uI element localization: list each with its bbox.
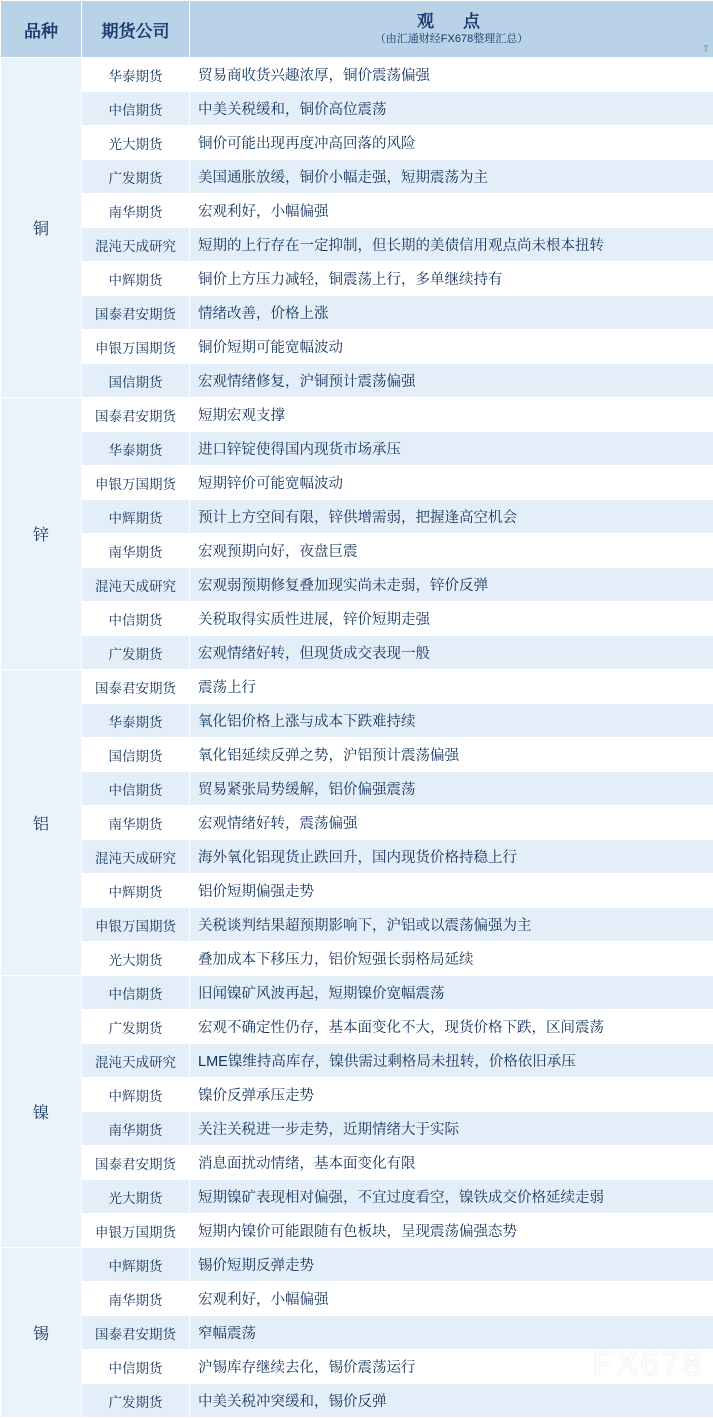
company-cell: 华泰期货 <box>82 704 190 738</box>
view-cell: 宏观预期向好，夜盘巨震 <box>190 534 713 568</box>
view-cell: 短期镍矿表现相对偏强，不宜过度看空，镍铁成交价格延续走弱 <box>190 1180 713 1214</box>
table-row <box>1 330 713 364</box>
company-cell: 申银万国期货 <box>82 1214 190 1248</box>
company-cell: 混沌天成研究 <box>82 840 190 874</box>
company-cell: 华泰期货 <box>82 432 190 466</box>
company-cell: 中辉期货 <box>82 262 190 296</box>
view-cell: 震荡上行 <box>190 670 713 704</box>
table-row <box>1 806 713 840</box>
company-cell: 申银万国期货 <box>82 330 190 364</box>
company-cell: 混沌天成研究 <box>82 228 190 262</box>
company-cell: 中辉期货 <box>82 1078 190 1112</box>
table-row <box>1 602 713 636</box>
view-cell: 短期内镍价可能跟随有色板块，呈现震荡偏强态势 <box>190 1214 713 1248</box>
view-cell: 贸易商收货兴趣浓厚，铜价震荡偏强 <box>190 58 713 92</box>
company-cell: 南华期货 <box>82 1282 190 1316</box>
table-row <box>1 1248 713 1282</box>
company-cell: 混沌天成研究 <box>82 1044 190 1078</box>
company-cell: 光大期货 <box>82 1180 190 1214</box>
view-cell: 短期宏观支撑 <box>190 398 713 432</box>
company-cell: 广发期货 <box>82 636 190 670</box>
header-view-subtitle: （由汇通财经FX678整理汇总） <box>192 33 711 46</box>
table-row <box>1 466 713 500</box>
view-cell: 关税谈判结果超预期影响下，沪铝或以震荡偏强为主 <box>190 908 713 942</box>
company-cell: 国泰君安期货 <box>82 398 190 432</box>
corner-icon: T <box>701 44 711 54</box>
table-row <box>1 126 713 160</box>
company-cell: 华泰期货 <box>82 58 190 92</box>
company-cell: 国信期货 <box>82 738 190 772</box>
table-row <box>1 1044 713 1078</box>
company-cell: 中信期货 <box>82 772 190 806</box>
company-cell: 光大期货 <box>82 942 190 976</box>
table-row <box>1 1282 713 1316</box>
company-cell: 国泰君安期货 <box>82 1146 190 1180</box>
table-row <box>1 1350 713 1384</box>
table-header <box>1 1 713 58</box>
table-row <box>1 976 713 1010</box>
table-row <box>1 704 713 738</box>
table-body <box>1 58 713 1418</box>
view-cell: 氧化铝价格上涨与成本下跌难持续 <box>190 704 713 738</box>
company-cell: 国泰君安期货 <box>82 296 190 330</box>
header-view-title: 观 点 <box>192 12 711 32</box>
company-cell: 中辉期货 <box>82 1248 190 1282</box>
table-row <box>1 364 713 398</box>
view-cell: 窄幅震荡 <box>190 1316 713 1350</box>
view-cell: 氧化铝延续反弹之势，沪铝预计震荡偏强 <box>190 738 713 772</box>
view-cell: 沪锡库存继续去化，锡价震荡运行 <box>190 1350 713 1384</box>
table-row <box>1 1214 713 1248</box>
view-cell: 短期的上行存在一定抑制，但长期的美债信用观点尚未根本扭转 <box>190 228 713 262</box>
table-row <box>1 228 713 262</box>
company-cell: 中信期货 <box>82 976 190 1010</box>
company-cell: 混沌天成研究 <box>82 568 190 602</box>
view-cell: 关注关税进一步走势，近期情绪大于实际 <box>190 1112 713 1146</box>
company-cell: 国信期货 <box>82 364 190 398</box>
table-row <box>1 568 713 602</box>
view-cell: 宏观利好，小幅偏强 <box>190 194 713 228</box>
variety-cell: 铜 <box>1 58 82 398</box>
table-row <box>1 1112 713 1146</box>
table-row <box>1 772 713 806</box>
company-cell: 国泰君安期货 <box>82 670 190 704</box>
company-cell: 中辉期货 <box>82 500 190 534</box>
view-cell: 贸易紧张局势缓解，铝价偏强震荡 <box>190 772 713 806</box>
view-cell: 叠加成本下移压力，铝价短强长弱格局延续 <box>190 942 713 976</box>
company-cell: 中信期货 <box>82 1350 190 1384</box>
table-row <box>1 92 713 126</box>
company-cell: 申银万国期货 <box>82 466 190 500</box>
view-cell: 宏观情绪修复，沪铜预计震荡偏强 <box>190 364 713 398</box>
variety-cell: 锡 <box>1 1248 82 1418</box>
view-cell: 中美关税缓和，铜价高位震荡 <box>190 92 713 126</box>
table-row <box>1 1146 713 1180</box>
view-cell: 铝价短期偏强走势 <box>190 874 713 908</box>
table-row <box>1 398 713 432</box>
company-cell: 广发期货 <box>82 160 190 194</box>
header-view <box>190 1 713 58</box>
header-variety: 品种 <box>1 1 82 58</box>
view-cell: 宏观情绪好转，但现货成交表现一般 <box>190 636 713 670</box>
view-cell: 宏观利好，小幅偏强 <box>190 1282 713 1316</box>
view-cell: 美国通胀放缓，铜价小幅走强，短期震荡为主 <box>190 160 713 194</box>
view-cell: 情绪改善，价格上涨 <box>190 296 713 330</box>
view-cell: 宏观不确定性仍存，基本面变化不大，现货价格下跌，区间震荡 <box>190 1010 713 1044</box>
table-row <box>1 1180 713 1214</box>
table-row <box>1 840 713 874</box>
table-row <box>1 908 713 942</box>
header-company: 期货公司 <box>82 1 190 58</box>
view-cell: 中美关税冲突缓和，锡价反弹 <box>190 1384 713 1418</box>
company-cell: 中辉期货 <box>82 874 190 908</box>
table-row <box>1 160 713 194</box>
table-row <box>1 670 713 704</box>
table-row <box>1 534 713 568</box>
view-cell: LME镍维持高库存，镍供需过剩格局未扭转，价格依旧承压 <box>190 1044 713 1078</box>
company-cell: 申银万国期货 <box>82 908 190 942</box>
table-row <box>1 58 713 92</box>
table-row <box>1 296 713 330</box>
view-cell: 宏观弱预期修复叠加现实尚未走弱，锌价反弹 <box>190 568 713 602</box>
view-cell: 铜价可能出现再度冲高回落的风险 <box>190 126 713 160</box>
company-cell: 广发期货 <box>82 1384 190 1418</box>
view-cell: 铜价上方压力减轻，铜震荡上行，多单继续持有 <box>190 262 713 296</box>
header-row <box>1 1 713 58</box>
company-cell: 广发期货 <box>82 1010 190 1044</box>
view-cell: 消息面扰动情绪，基本面变化有限 <box>190 1146 713 1180</box>
variety-cell: 镍 <box>1 976 82 1248</box>
view-cell: 关税取得实质性进展，锌价短期走强 <box>190 602 713 636</box>
view-cell: 进口锌锭使得国内现货市场承压 <box>190 432 713 466</box>
table-row <box>1 1384 713 1418</box>
company-cell: 南华期货 <box>82 194 190 228</box>
view-cell: 镍价反弹承压走势 <box>190 1078 713 1112</box>
table-row <box>1 432 713 466</box>
company-cell: 南华期货 <box>82 1112 190 1146</box>
company-cell: 南华期货 <box>82 534 190 568</box>
table-row <box>1 1316 713 1350</box>
view-cell: 铜价短期可能宽幅波动 <box>190 330 713 364</box>
table-row <box>1 500 713 534</box>
company-cell: 光大期货 <box>82 126 190 160</box>
watermark: FX678 <box>593 1345 703 1384</box>
variety-cell: 铝 <box>1 670 82 976</box>
view-cell: 短期锌价可能宽幅波动 <box>190 466 713 500</box>
table-row <box>1 738 713 772</box>
table-row <box>1 636 713 670</box>
view-cell: 宏观情绪好转，震荡偏强 <box>190 806 713 840</box>
variety-cell: 锌 <box>1 398 82 670</box>
company-cell: 国泰君安期货 <box>82 1316 190 1350</box>
table-row <box>1 874 713 908</box>
company-cell: 中信期货 <box>82 92 190 126</box>
table-row <box>1 1010 713 1044</box>
view-cell: 海外氧化铝现货止跌回升，国内现货价格持稳上行 <box>190 840 713 874</box>
table-row <box>1 942 713 976</box>
table-row <box>1 262 713 296</box>
view-cell: 旧闻镍矿风波再起，短期镍价宽幅震荡 <box>190 976 713 1010</box>
table-row <box>1 1078 713 1112</box>
view-cell: 预计上方空间有限，锌供增需弱，把握逢高空机会 <box>190 500 713 534</box>
company-cell: 中信期货 <box>82 602 190 636</box>
table-row <box>1 194 713 228</box>
view-cell: 锡价短期反弹走势 <box>190 1248 713 1282</box>
company-cell: 南华期货 <box>82 806 190 840</box>
